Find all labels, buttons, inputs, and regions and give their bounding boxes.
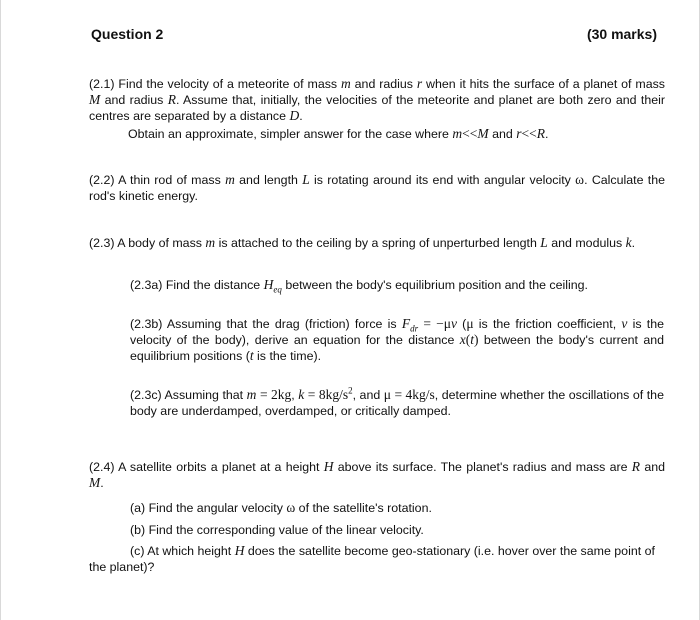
question-header [91,26,657,48]
question-2-4c: (c) At which height H does the satellite become geo-stationary (i.e. hover over the same point of the planet)? [89,543,655,574]
q2-1-label: (2.1) [89,77,115,91]
question-2-4: (2.4) A satellite orbits a planet at a height H above its surface. The planet's radius and mass are R and M. [89,459,665,490]
question-2-3c: (2.3c) Assuming that m = 2kg, $k = 8kg/s^2$, and μ = 4kg/s, determine whether the oscillations of the body are underdamped, overdamped, or critically damped. [130,385,664,418]
question-2-1: (2.1) Find the velocity of a meteorite of mass m and radius r when it hits the surface of a planet of mass M and radius R. Assume that, initially, the velocities of the meteorite and planet are both zero and their centres are separated by a distance D. [89,76,666,123]
q2-3c-label: (2.3c) [130,388,162,402]
q2-3b-label: (2.3b) [130,317,163,331]
question-2-2: (2.2) A thin rod of mass m and length L is rotating around its end with angular velocity ω. Calculate the rod's kinetic energy. [89,172,666,203]
question-title: Question 2 [91,26,164,42]
question-2-4a: (a) Find the angular velocity ω of the satellite's rotation. [130,500,432,515]
question-2-1-approx: Obtain an approximate, simpler answer for the case where m<<M and r<<R. [128,126,549,141]
q2-3-label: (2.3) [89,236,115,250]
q2-2-label: (2.2) [89,173,115,187]
question-2-3a: (2.3a) Find the distance $H_{eq}$ between the body's equilibrium position and the ceiling. [130,277,589,295]
q2-4b-text: (b) Find the corresponding value of the linear velocity. [130,523,424,537]
question-2-3b: (2.3b) Assuming that the drag (friction) force is $F_{dr} = -\mu v$ (μ is the friction coefficient, v is the velocity of the body), derive an equation for the distance x(t) between the body's current and equilibrium positions (t is the time). [130,316,664,363]
q2-4-label: (2.4) [89,460,115,474]
question-2-4b [130,522,666,538]
question-2-3: (2.3) A body of mass m is attached to the ceiling by a spring of unperturbed length L and modulus k. [89,235,636,250]
question-marks: (30 marks) [586,26,657,42]
q2-3a-label: (2.3a) [130,278,163,292]
